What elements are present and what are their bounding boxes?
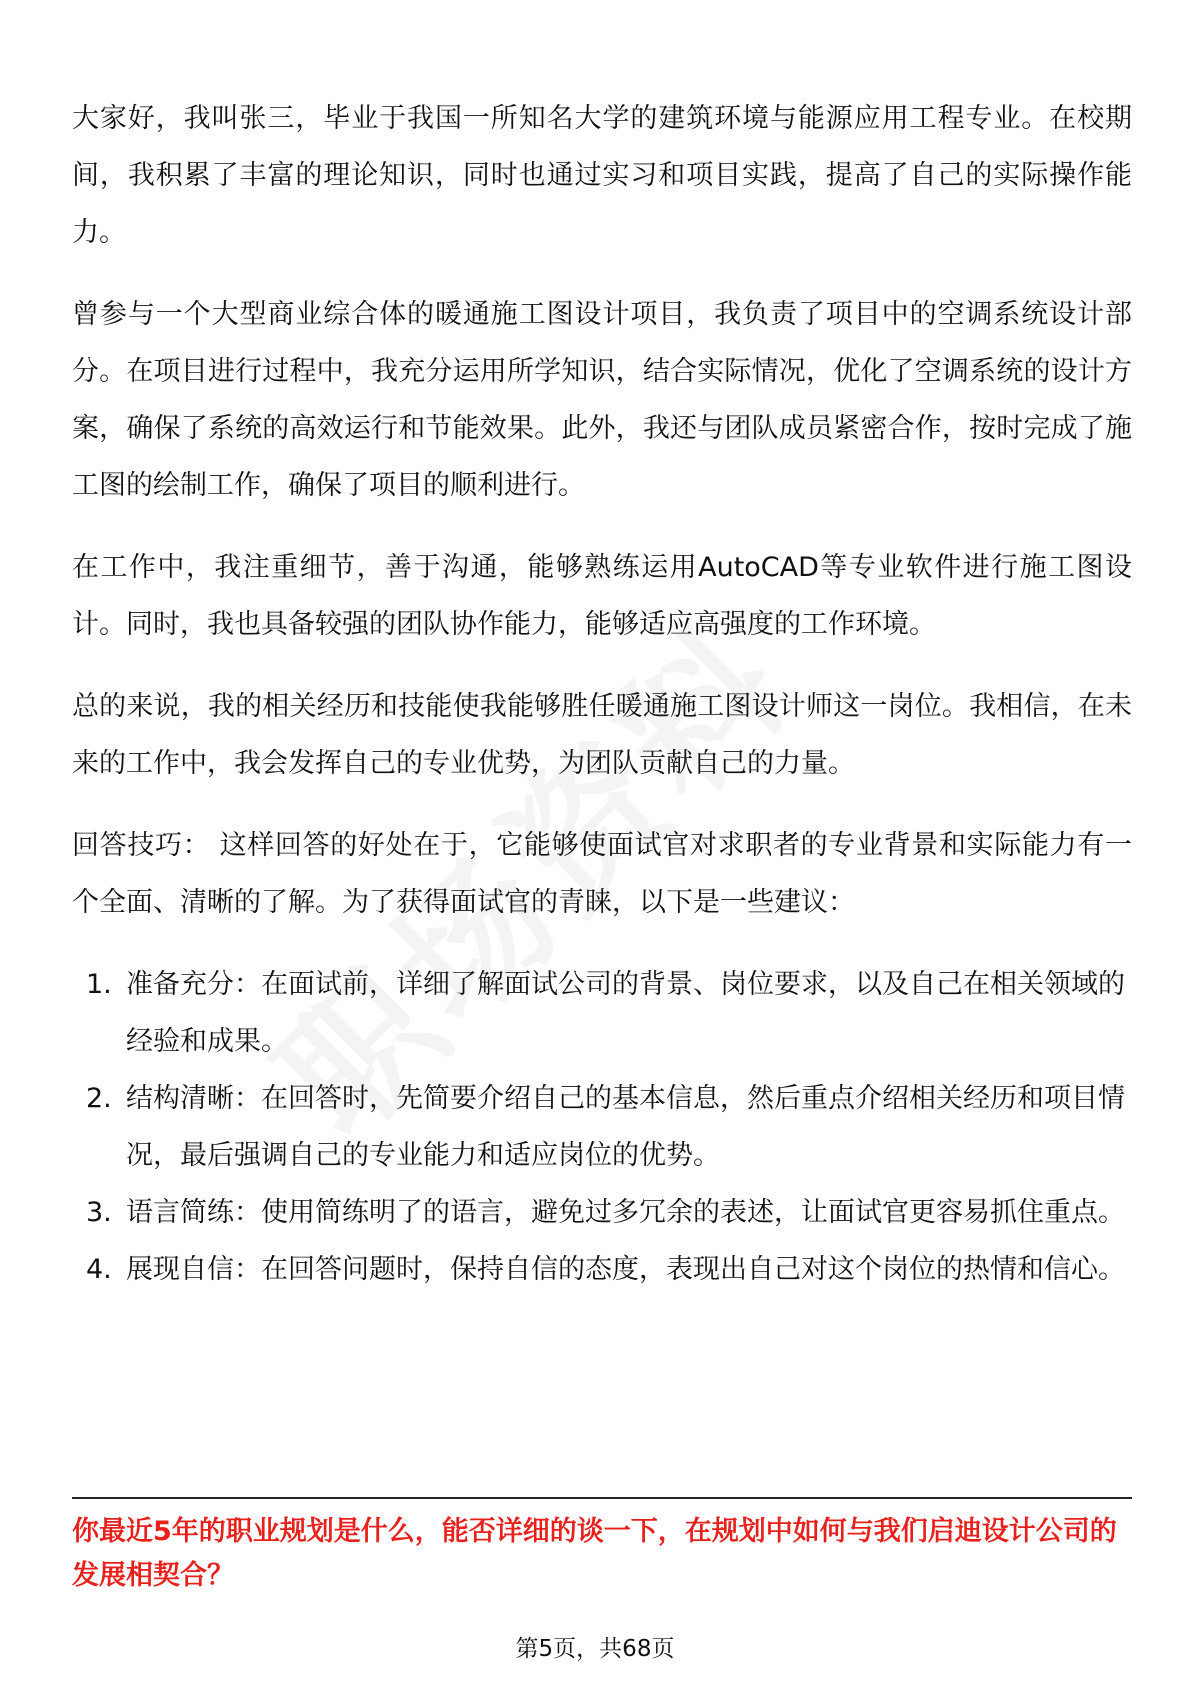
tips-list [72,956,1132,1298]
list-item-number: 2. [86,1083,112,1114]
next-question-heading: 你最近5年的职业规划是什么，能否详细的谈一下，在规划中如何与我们启迪设计公司的发展相契合？ [72,1516,1117,1591]
project-paragraph: 曾参与一个大型商业综合体的暖通施工图设计项目，我负责了项目中的空调系统设计部分。在项目进行过程中，我充分运用所学知识，结合实际情况，优化了空调系统的设计方案，确保了系统的高效运行和节能效果。此外，我还与团队成员紧密合作，按时完成了施工图的绘制工作，确保了项目的顺利进行。 [72,299,1132,501]
list-item [72,1241,1132,1298]
section-divider [72,1497,1132,1499]
list-item-text: 语言简练：使用简练明了的语言，避免过多冗余的表述，让面试官更容易抓住重点。 [126,1197,1125,1228]
body-content [72,90,1132,1298]
list-item [72,1184,1132,1241]
list-item-number: 3. [86,1197,112,1228]
list-item [72,1070,1132,1184]
intro-paragraph: 大家好，我叫张三，毕业于我国一所知名大学的建筑环境与能源应用工程专业。在校期间，我积累了丰富的理论知识，同时也通过实习和项目实践，提高了自己的实际操作能力。 [72,103,1132,248]
list-item-number: 4. [86,1254,112,1285]
answer-tips-paragraph: 回答技巧： 这样回答的好处在于，它能够使面试官对求职者的专业背景和实际能力有一个全面、清晰的了解。为了获得面试官的青睐，以下是一些建议： [72,830,1132,918]
skills-paragraph: 在工作中，我注重细节，善于沟通，能够熟练运用AutoCAD等专业软件进行施工图设计。同时，我也具备较强的团队协作能力，能够适应高强度的工作环境。 [72,552,1132,640]
page-footer: 第5页，共68页 [515,1636,675,1662]
list-item-number: 1. [86,969,112,1000]
list-item-text: 结构清晰：在回答时，先简要介绍自己的基本信息，然后重点介绍相关经历和项目情况，最后强调自己的专业能力和适应岗位的优势。 [126,1083,1125,1171]
list-item-text: 准备充分：在面试前，详细了解面试公司的背景、岗位要求，以及自己在相关领域的经验和成果。 [126,969,1125,1057]
list-item-text: 展现自信：在回答问题时，保持自信的态度，表现出自己对这个岗位的热情和信心。 [126,1254,1125,1285]
summary-paragraph: 总的来说，我的相关经历和技能使我能够胜任暖通施工图设计师这一岗位。我相信，在未来的工作中，我会发挥自己的专业优势，为团队贡献自己的力量。 [72,691,1132,779]
list-item [72,956,1132,1070]
